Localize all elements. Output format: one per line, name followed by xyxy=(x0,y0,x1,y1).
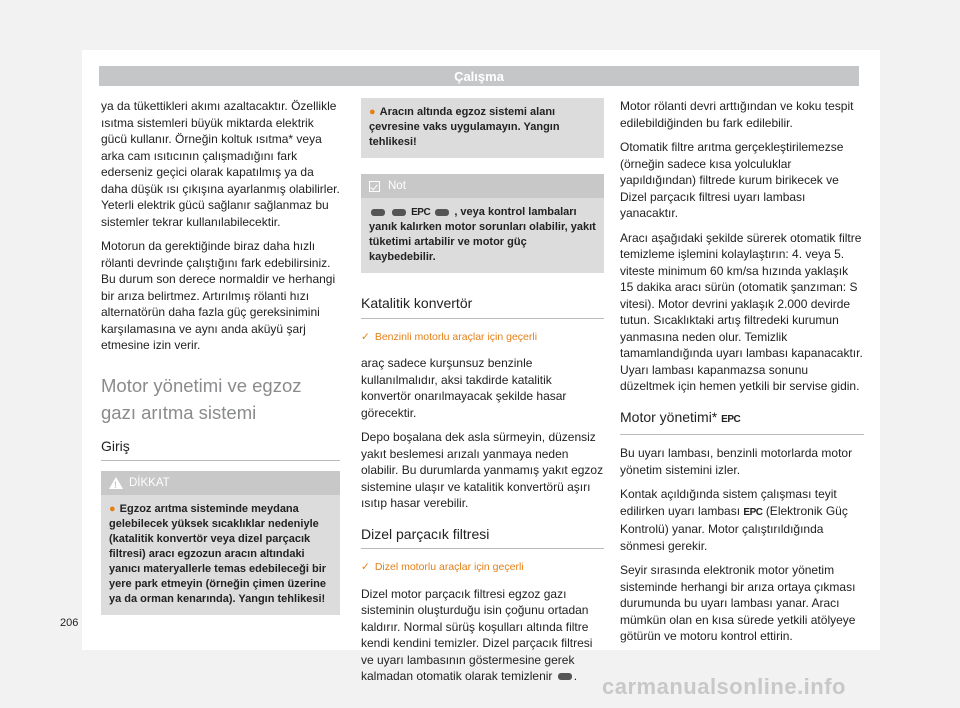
column-1 xyxy=(101,98,340,631)
warning-text: Egzoz arıtma sisteminde meydana gelebilecek yüksek sıcaklıklar nedeniyle (katalitik konvertör veya dizel parçacık filtresi) aracı egzozun aracın altındaki yanıcı materyallerle temas edebileceği bir yere park etmeyin (örneğin çimen üzerine ya da orman kenarında). Yangın tehlikesi! xyxy=(109,503,327,605)
applies-text: Benzinli motorlu araçlar için geçerli xyxy=(374,330,538,343)
paragraph-text: (Elektronik Güç Kontrolü) yanar. Motor çalıştırıldığında sönmesi gerekir. xyxy=(620,503,848,553)
check-icon: ✓ xyxy=(361,561,370,573)
warning-header xyxy=(101,471,340,495)
paragraph: Motor rölanti devri arttığından ve koku tespit edilebildiğinden bu fark edilebilir. xyxy=(620,99,854,130)
paragraph: Depo boşalana dek asla sürmeyin, düzensiz yakıt beslemesi arızalı yanmaya neden olabilir. Bu durumlarda yanmamış yakıt egzoz sistemine ulaşır ve katalitik konvertörü aşırı ısıtıp hasar verebilir. xyxy=(361,430,604,510)
manual-page xyxy=(82,50,880,683)
paragraph-text: Otomatik filtre arıtma gerçekleştirilemezse (örneğin sadece kısa yolculuklar yapıldığından) filtrede kurum birikecek ve Dizel parçacık filtresi uyarı lambası yanacaktır. xyxy=(620,140,844,220)
bullet-icon: ● xyxy=(369,106,376,118)
warning-text: Aracın altında egzoz sistemi alanı çevresine vaks uygulamayın. Yangın tehlikesi! xyxy=(369,106,560,148)
column-2 xyxy=(361,98,604,693)
applies-text: Dizel motorlu araçlar için geçerli xyxy=(374,561,524,573)
warning-body xyxy=(101,495,340,615)
paragraph: Dizel motor parçacık filtresi egzoz gazı sisteminin oluşturduğu isin çoğunu ortadan kaldırır. Normal sürüş koşulları altında filtre kendi kendini temizler. Dizel parçacık filtresi ve uyarı lambasının göstermesine gerek kalmadan otomatik olarak temizlenir . xyxy=(361,586,593,683)
note-body xyxy=(361,198,604,273)
section-title: Motor yönetimi ve egzoz gazı arıtma sistemi xyxy=(101,374,302,423)
paragraph: Motorun da gerektiğinde biraz daha hızlı rölanti devrinde çalıştığını fark edebilirsiniz. Bu durum son derece normaldir ve herhangi bir arıza belirtmez. Artırılmış rölanti hızı alternatörün daha fazla güç gereksinimini karşılamasına ve aynı anda aküyü şarj etmesine izin verir. xyxy=(101,239,336,352)
page-header xyxy=(99,66,859,86)
subheading-engine-management xyxy=(620,403,864,436)
warning-body xyxy=(361,98,604,158)
column-3 xyxy=(620,98,864,653)
paragraph-text: Dizel motor parçacık filtresi egzoz gazı sisteminin oluşturduğu isin çoğunu ortadan kaldırır. Normal sürüş koşulları altında filtre kendi kendini temizler. Dizel parçacık filtresi ve uyarı lambasının göstermesine gerek kalmadan otomatik olarak temizlenir xyxy=(361,586,593,683)
paragraph: Seyir sırasında elektronik motor yönetim sisteminde herhangi bir arıza ortaya çıkması durumunda bu uyarı lambası yanar. Aracı mümkün olan en kısa sürede yetkili atölyeye götürün ve motoru kontrol ettirin. xyxy=(620,563,856,643)
emission-lamp-icon xyxy=(435,209,449,216)
applies-note xyxy=(361,559,604,576)
diesel-filter-lamp-icon xyxy=(558,673,572,680)
note-check-icon xyxy=(369,181,380,192)
warning-triangle-icon xyxy=(109,477,123,489)
bullet-icon: ● xyxy=(109,503,116,515)
subheading-text: Motor yönetimi* xyxy=(620,408,718,425)
warning-box-continued xyxy=(361,98,604,158)
note-label: Not xyxy=(388,179,406,192)
paragraph-text: Kontak açıldığında sistem çalışması teyit edilirken uyarı lambası xyxy=(620,487,837,518)
glow-plug-lamp-icon xyxy=(392,209,406,216)
watermark-text: carmanualsonline.info xyxy=(602,674,846,699)
header-title: Çalışma xyxy=(454,68,504,84)
paragraph: Aracı aşağıdaki şekilde sürerek otomatik filtre temizleme işlemini kolaylaştırın: 4. veya 5. viteste minimum 60 km/sa hızında yaklaşık 15 dakika aracı sürün (otomatik şanzıman: S vitesi). Motor devrini yaklaşık 2.000 devirde tutun. Sıcaklıktaki artış filtredeki kurumun yanmasına neden olur. Temizlik tamamlandığında uyarı lambası kapanacaktır. Uyarı lambası kapanmazsa sonunu düzeltmek için hemen yetkili bir servise gidin. xyxy=(620,230,863,393)
epc-icon: EPC xyxy=(721,413,741,425)
check-icon: ✓ xyxy=(361,330,370,343)
paragraph xyxy=(620,139,864,222)
page-number: 206 xyxy=(60,617,79,629)
note-box xyxy=(361,174,604,273)
subheading-catalytic: Katalitik konvertör xyxy=(361,289,604,319)
warning-box xyxy=(101,471,340,615)
engine-lamp-icon xyxy=(371,209,385,216)
paragraph: ya da tükettikleri akımı azaltacaktır. Özellikle ısıtma sistemleri büyük miktarda elektrik gücü kullanır. Örneğin koltuk ısıtma* veya arka cam ısıtıcının çalışmadığını fark ederseniz geçici olarak kapatılmış ya da daha düşük ısı çıkışına ayarlanmış olabilirler. Yeterli elektrik gücü sağlanır sağlanmaz bu sistemler tekrar kullanılabilecektir. xyxy=(101,99,340,229)
epc-icon: EPC xyxy=(411,207,431,218)
note-text: , veya kontrol lambaları yanık kalırken motor sorunları olabilir, yakıt tüketimi artabilir ve motor güç kaybedebilir. xyxy=(369,206,596,263)
paragraph xyxy=(620,486,864,554)
epc-icon: EPC xyxy=(743,506,763,518)
subheading-intro: Giriş xyxy=(101,432,340,462)
applies-note xyxy=(361,329,604,346)
note-header xyxy=(361,174,604,198)
paragraph: Bu uyarı lambası, benzinli motorlarda motor yönetim sistemini izler. xyxy=(620,446,853,477)
paragraph: araç sadece kurşunsuz benzinle kullanılmalıdır, aksi takdirde katalitik konvertör onarılmayacak şekilde hasar görecektir. xyxy=(361,356,567,420)
warning-label: DİKKAT xyxy=(129,476,170,489)
subheading-diesel-filter: Dizel parçacık filtresi xyxy=(361,520,604,550)
